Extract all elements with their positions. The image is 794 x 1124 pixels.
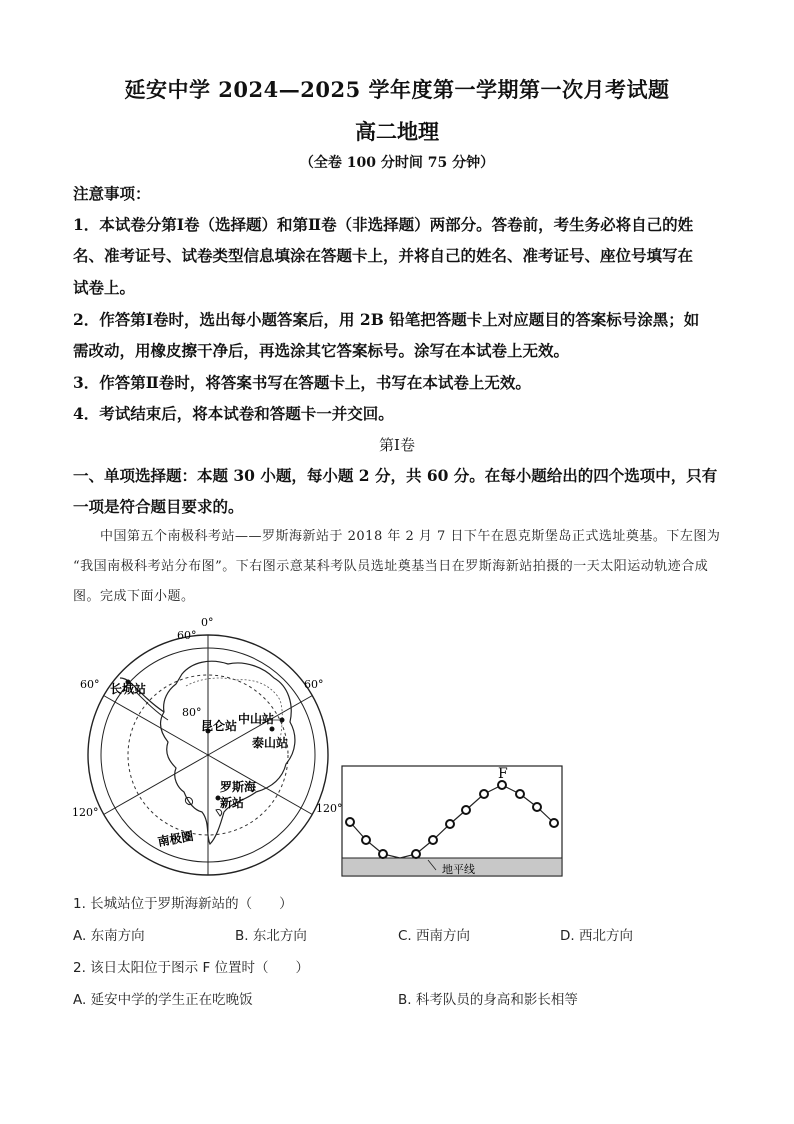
- sun-position: [429, 836, 437, 844]
- question-1-option-b[interactable]: B. 东北方向: [235, 928, 307, 944]
- sun-position: [362, 836, 370, 844]
- notice-label: 注意事项：: [73, 184, 151, 203]
- exam-time-note: （全卷 100 分时间 75 分钟）: [299, 155, 495, 171]
- notice-line-1c: 试卷上。: [73, 278, 136, 297]
- sun-position: [412, 850, 420, 858]
- passage-line-1: 中国第五个南极科考站——罗斯海新站于 2018 年 2 月 7 日下午在恩克斯堡岛正式选址奠基。下左图为: [100, 529, 721, 544]
- label-lon-120-left: 120°: [72, 806, 99, 819]
- label-lon-60-top: 60°: [177, 629, 197, 642]
- passage-line-2: “我国南极科考站分布图”。下右图示意某科考队员选址奠基当日在罗斯海新站拍摄的一天太阳运动轨迹合成: [73, 559, 709, 574]
- passage-line-3: 图。完成下面小题。: [73, 589, 195, 604]
- label-zhongshan: 中山站: [238, 712, 275, 726]
- sun-position: [480, 790, 488, 798]
- label-lat-80: 80°: [182, 706, 202, 719]
- question-2-option-a[interactable]: A. 延安中学的学生正在吃晚饭: [73, 992, 253, 1008]
- label-horizon: 地平线: [442, 863, 475, 876]
- sun-position: [462, 806, 470, 814]
- label-lon-0: 0°: [201, 616, 214, 629]
- question-1-option-a[interactable]: A. 东南方向: [73, 928, 145, 944]
- taishan-station-dot: [270, 727, 275, 732]
- label-lon-60-right: 60°: [304, 678, 324, 691]
- notice-line-1b: 名、准考证号、试卷类型信息填涂在答题卡上，并将自己的姓名、准考证号、座位号填写在: [73, 246, 694, 265]
- question-2-stem: 2. 该日太阳位于图示 F 位置时（ ）: [73, 960, 310, 976]
- question-1-stem: 1. 长城站位于罗斯海新站的（ ）: [73, 896, 293, 912]
- part-1-heading: 第Ⅰ卷: [379, 436, 415, 454]
- antarctica-outline: [161, 661, 295, 844]
- sun-position: [550, 819, 558, 827]
- question-2-option-b[interactable]: B. 科考队员的身高和影长相等: [398, 992, 578, 1008]
- label-polar-circle: 南极圈: [156, 828, 195, 850]
- sun-position: [516, 790, 524, 798]
- notice-line-2a: 2．作答第Ⅰ卷时，选出每小题答案后，用 2B 铅笔把答题卡上对应题目的答案标号涂黑；如: [73, 310, 700, 329]
- antarctic-station-map: [60, 612, 350, 880]
- sun-path-chart: [338, 760, 568, 882]
- label-kunlun: 昆仑站: [201, 719, 238, 733]
- exam-title: 延安中学 2024—2025 学年度第一学期第一次月考试题: [124, 77, 670, 102]
- question-1-option-d[interactable]: D. 西北方向: [560, 928, 633, 944]
- notice-line-4: 4．考试结束后，将本试卷和答题卡一并交回。: [73, 404, 394, 423]
- label-changcheng: 长城站: [110, 682, 147, 696]
- label-luosihai-1: 罗斯海: [220, 780, 257, 794]
- label-lon-60-left: 60°: [80, 678, 100, 691]
- sun-position-f: [498, 781, 506, 789]
- sun-position: [533, 803, 541, 811]
- notice-line-2b: 需改动，用橡皮擦干净后，再选涂其它答案标号。涂写在本试卷上无效。: [73, 341, 570, 360]
- zhongshan-station-dot: [280, 718, 285, 723]
- section-1-instructions-b: 一项是符合题目要求的。: [73, 497, 244, 516]
- label-luosihai-2: 新站: [220, 796, 245, 810]
- sun-position: [379, 850, 387, 858]
- sun-position: [446, 820, 454, 828]
- label-f: F: [498, 766, 508, 782]
- notice-line-1a: 1．本试卷分第Ⅰ卷（选择题）和第Ⅱ卷（非选择题）两部分。答卷前，考生务必将自己的姓: [73, 215, 694, 234]
- question-1-option-c[interactable]: C. 西南方向: [398, 928, 471, 944]
- label-taishan: 泰山站: [252, 736, 289, 750]
- section-1-instructions-a: 一、单项选择题：本题 30 小题，每小题 2 分，共 60 分。在每小题给出的四个选项中，只有: [73, 466, 718, 485]
- map-meridians: [101, 632, 315, 878]
- subject-title: 高二地理: [355, 119, 439, 144]
- label-lon-120-right: 120°: [316, 802, 343, 815]
- sun-position: [346, 818, 354, 826]
- notice-line-3: 3．作答第Ⅱ卷时，将答案书写在答题卡上，书写在本试卷上无效。: [73, 373, 531, 392]
